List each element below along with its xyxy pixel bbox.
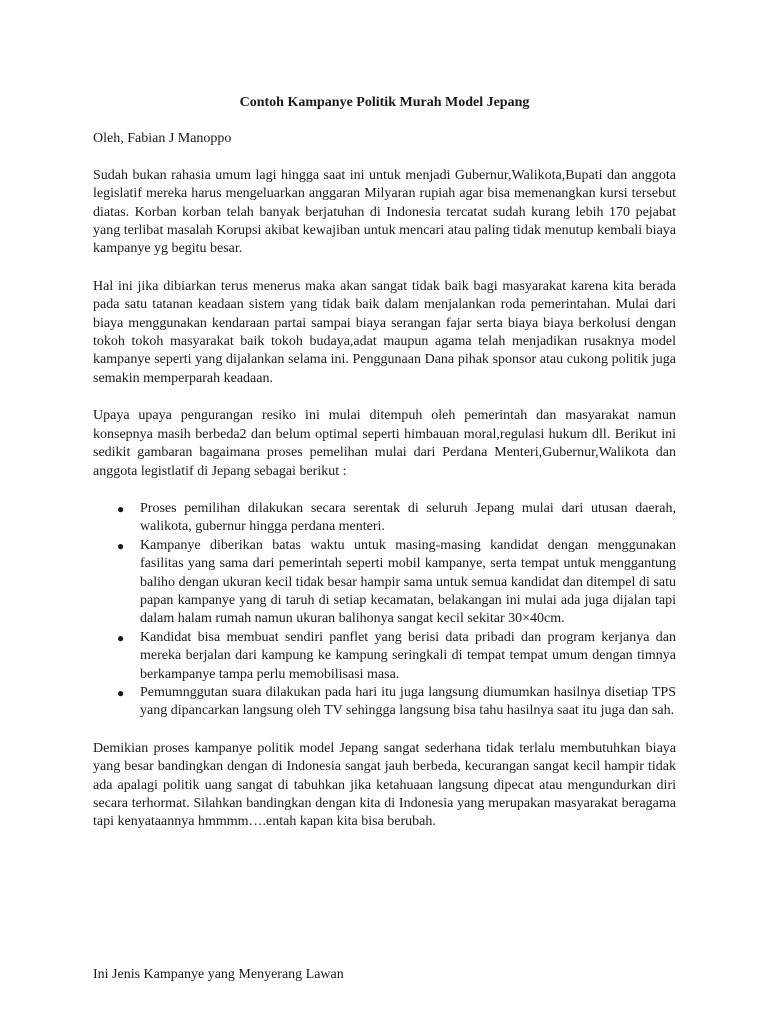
list-item: [93, 500, 676, 537]
paragraph-problem: Hal ini jika dibiarkan terus menerus maka akan sangat tidak baik bagi masyarakat karena kita berada pada satu tatanan keadaan sistem yang tidak baik dalam menjalankan roda pemerintahan. Mulai dari biaya menggunakan kendaraan partai sampai biaya serangan fajar serta biaya biaya berkolusi dengan tokoh tokoh masyarakat baik tokoh budaya,adat maupun agama telah menjadikan rusaknya model kampanye seperti yang dijalankan selama ini. Penggunaan Dana pihak sponsor atau cukong politik juga semakin memperparah keadaan.: [93, 278, 676, 386]
list-item-text: Kampanye diberikan batas waktu untuk masing-masing kandidat dengan menggunakan fasilitas yang sama dari pemerintah seperti mobil kampanye, serta tempat untuk menggantung baliho dengan ukuran kecil tidak besar hampir sama untuk semua kandidat dan ditempel di satu papan kampanye yang di taruh di setiap kecamatan, belakangan ini mulai ada juga dijalan tapi dalam halam rumah namun ukuran balihonya sangat kecil sekitar 30×40cm.: [140, 537, 676, 627]
paragraph-closing: Demikian proses kampanye politik model Jepang sangat sederhana tidak terlalu membutuhkan biaya yang besar bandingkan dengan di Indonesia sangat jauh berbeda, kecurangan sangat kecil hampir tidak ada apalagi politik uang sangat di tabuhkan jika ketahuaan langsung dipecat atau mengundurkan diri secara terhormat. Silahkan bandingkan dengan kita di Indonesia yang merupakan masyarakat beragama tapi kenyataannya hmmmm….entah kapan kita bisa berubah.: [93, 740, 676, 830]
list-item: [93, 629, 676, 684]
bullet-icon: ●: [117, 630, 125, 645]
bullet-icon: ●: [117, 685, 125, 700]
list-item-text: Proses pemilihan dilakukan secara serentak di seluruh Jepang mulai dari utusan daerah, walikota, gubernur hingga perdana menteri.: [140, 500, 676, 535]
footer-caption: Ini Jenis Kampanye yang Menyerang Lawan: [93, 967, 344, 982]
author-line: Oleh, Fabian J Manoppo: [93, 131, 232, 147]
bullet-icon: ●: [117, 501, 125, 516]
page-title: Contoh Kampanye Politik Murah Model Jepang: [239, 95, 530, 110]
paragraph-efforts: Upaya upaya pengurangan resiko ini mulai ditempuh oleh pemerintah dan masyarakat namun konsepnya masih berbeda2 dan belum optimal seperti himbauan moral,regulasi hukum dll. Berikut ini sedikit gambaran bagaimana proses pemelihan mulai dari Perdana Menteri,Gubernur,Walikota dan anggota legistlatif di Jepang sebagai berikut :: [93, 408, 676, 479]
list-item: [93, 684, 676, 721]
list-item-text: Pemumnggutan suara dilakukan pada hari itu juga langsung diumumkan hasilnya disetiap TPS yang dipancarkan langsung oleh TV sehingga langsung bisa tahu hasilnya saat itu juga dan sah.: [140, 684, 676, 719]
list-item: [93, 537, 676, 629]
list-item-text: Kandidat bisa membuat sendiri panflet yang berisi data pribadi dan program kerjanya dan mereka berjalan dari kampung ke kampung seringkali di tempat tempat umum dengan timnya berkampanye tampa perlu memobilisasi masa.: [140, 629, 676, 682]
paragraph-intro: Sudah bukan rahasia umum lagi hingga saat ini untuk menjadi Gubernur,Walikota,Bupati dan anggota legislatif mereka harus mengeluarkan anggaran Milyaran rupiah agar bisa memenangkan kursi tersebut diatas. Korban korban telah banyak berjatuhan di Indonesia tercatat sudah kurang lebih 170 pejabat yang terlibat masalah Korupsi akibat kewajiban untuk mencari atau paling tidak menutup kembali biaya kampanye yg begitu besar.: [93, 167, 676, 257]
bullet-list: [93, 500, 676, 721]
document-page: [93, 94, 676, 832]
bullet-icon: ●: [117, 538, 125, 553]
